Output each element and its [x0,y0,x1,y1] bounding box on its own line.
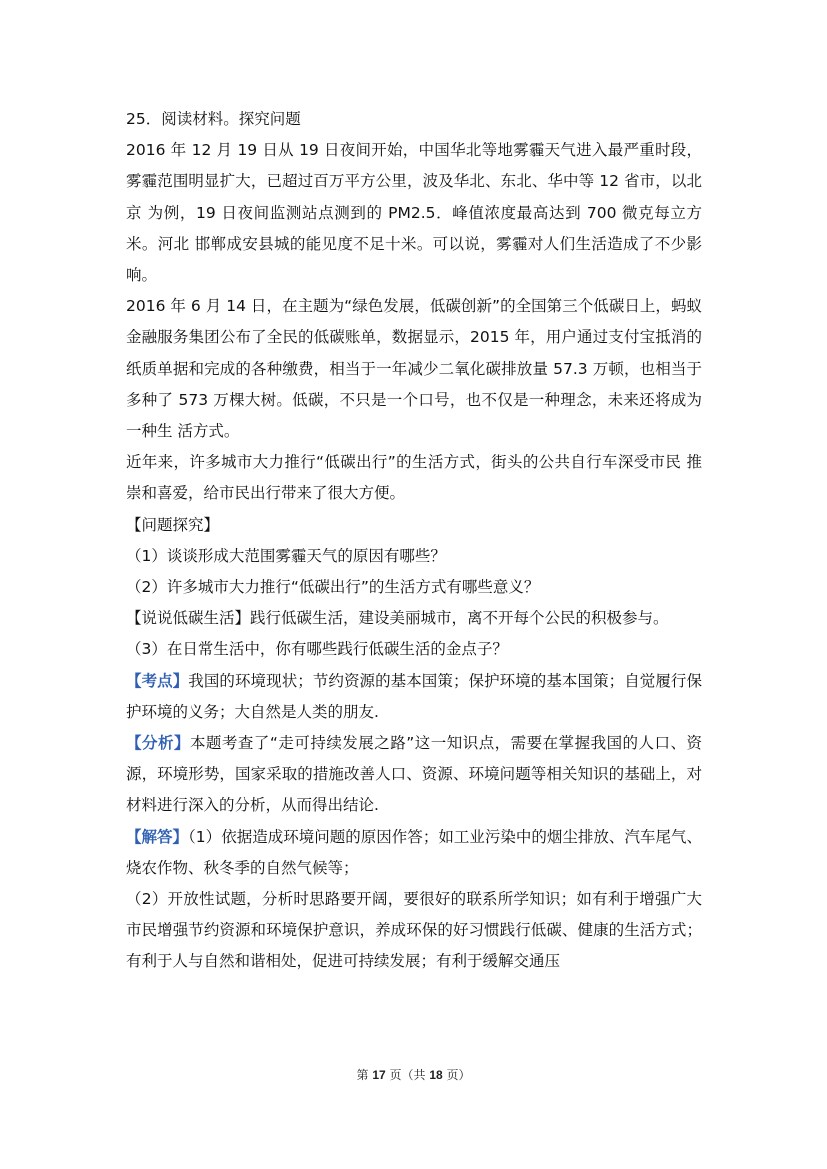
kaodian-tag: 【考点】 [126,671,189,690]
material-paragraph-1: 2016 年 12 月 19 日从 19 日夜间开始，中国华北等地雾霾天气进入最严重时段， 雾霾范围明显扩大，已超过百万平方公里，波及华北、东北、华中等 12 省市，以北京 为例，19 日夜间监测站点测到的 PM2.5．峰值浓度最高达到 700 微克每立方米。河北 邯郸成安县城的能见度不足十米。可以说，雾霾对人们生活造成了不少影响。 [126,141,702,285]
low-carbon-text: 践行低碳生活，建设美丽城市，离不开每个公民的积极参与。 [250,609,669,628]
jieda-text-1: （1）依据造成环境问题的原因作答；如工业污染中的烟尘排放、汽车尾气、烧农作物、秋冬季的自然气候等； [126,827,702,877]
low-carbon-tag: 【说说低碳生活】 [126,609,251,628]
footer-middle: 页（共 [385,1068,430,1082]
question-1: （1）谈谈形成大范围雾霾天气的原因有哪些？ [126,546,446,565]
document-body [126,104,702,978]
jieda-tag: 【解答】 [126,827,189,846]
kaodian-paragraph [126,666,702,728]
question-3: （3）在日常生活中，你有哪些践行低碳生活的金点子？ [126,640,508,659]
low-carbon-paragraph [126,603,702,634]
footer-total-pages: 18 [429,1068,443,1082]
material-paragraph-2: 2016 年 6 月 14 日，在主题为“绿色发展，低碳创新”的全国第三个低碳日上，蚂蚁金融服务集团公布了全民的低碳账单，数据显示，2015 年，用户通过支付宝抵消的纸质单据和完成的各种缴费，相当于一年减少二氧化碳排放量 57.3 万顿，也相当于多种了 573 万棵大树。低碳，不只是一个口号，也不仅是一种理念，未来还将成为一种生 活方式。 [126,297,702,441]
fenxi-paragraph [126,728,702,822]
jieda-paragraph [126,822,702,884]
explore-heading: 【问题探究】 [126,515,220,534]
question-2: （2）许多城市大力推行“低碳出行”的生活方式有哪些意义？ [126,578,540,597]
footer-page-number: 17 [372,1068,386,1082]
footer-prefix: 第 [356,1068,373,1082]
kaodian-text: 我国的环境现状；节约资源的基本国策；保护环境的基本国策；自觉履行保护环境的义务；大自然是人类的朋友. [126,671,702,721]
question-title: 25．阅读材料。探究问题 [126,110,301,128]
material-paragraph-3: 近年来，许多城市大力推行“低碳出行”的生活方式，街头的公共自行车深受市民 推崇和喜爱，给市民出行带来了很大方便。 [126,453,702,503]
footer-suffix: 页） [442,1068,471,1082]
fenxi-text: 本题考查了“走可持续发展之路”这一知识点，需要在掌握我国的人口、资源，环境形势，国家采取的措施改善人口、资源、环境问题等相关知识的基础上，对材料进行深入的分析，从而得出结论. [126,734,702,815]
page-footer [0,1066,827,1083]
fenxi-tag: 【分析】 [126,734,190,753]
jieda-paragraph-2: （2）开放性试题，分析时思路要开阔，要很好的联系所学知识；如有利于增强广大市民增强节约资源和环境保护意识，养成环保的好习惯践行低碳、健康的生活方式；有利于人与自然和谐相处，促进可持续发展；有利于缓解交通压 [126,890,702,971]
